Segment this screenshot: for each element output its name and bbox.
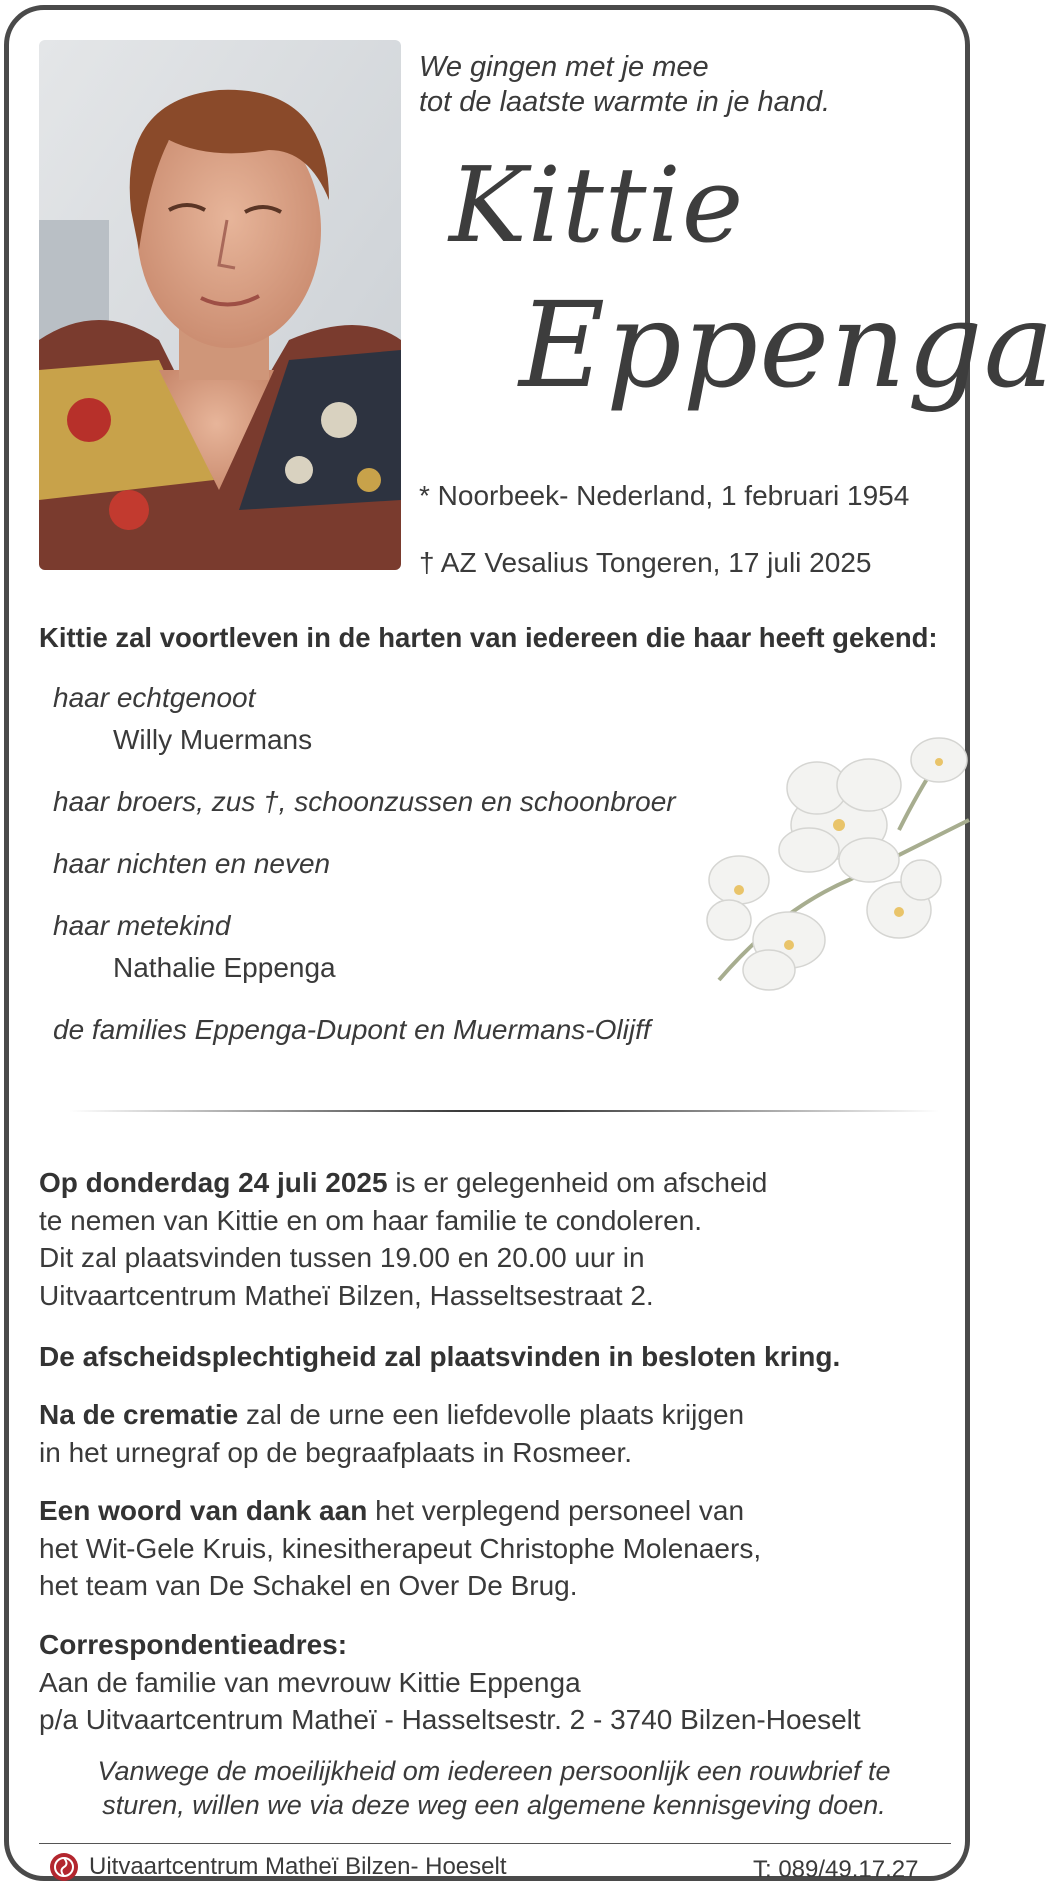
cremation-bold: Na de crematie — [39, 1399, 239, 1430]
footer-divider — [39, 1843, 951, 1844]
footer-phone: T: 089/49.17.27 — [753, 1856, 919, 1883]
footer-company — [49, 1852, 507, 1882]
ceremony-paragraph — [39, 1338, 840, 1376]
opening-quote — [419, 50, 830, 120]
funeral-home-logo-icon — [49, 1852, 79, 1882]
last-name: Eppenga — [519, 276, 1055, 414]
cremation-text-1: zal de urne een liefdevolle plaats krijgen — [238, 1399, 745, 1430]
death-notice-card — [4, 5, 1055, 1883]
farewell-date: Op donderdag 24 juli 2025 — [39, 1167, 388, 1198]
quote-line-1: We gingen met je mee — [419, 51, 709, 83]
godchild-label: haar metekind — [53, 910, 231, 941]
section-divider — [69, 1110, 939, 1112]
farewell-paragraph — [39, 1164, 767, 1314]
portrait-photo — [39, 40, 401, 570]
spouse-name: Willy Muermans — [113, 724, 313, 755]
correspondence-heading: Correspondentieadres: — [39, 1629, 348, 1660]
cremation-text-2: in het urnegraf op de begraafplaats in Rosmeer. — [39, 1436, 633, 1468]
birth-line: * Noorbeek- Nederland, 1 februari 1954 — [419, 480, 910, 511]
company-name: Uitvaartcentrum Matheï Bilzen- Hoeselt — [89, 1853, 507, 1880]
farewell-text-3: Dit zal plaatsvinden tussen 19.00 en 20.00 uur in — [39, 1242, 645, 1273]
family-heading: Kittie zal voortleven in de harten van iedereen die haar heeft gekend: — [39, 622, 938, 653]
nieces-line: haar nichten en neven — [53, 848, 331, 879]
thanks-text-3: het team van De Schakel en Over De Brug. — [39, 1570, 578, 1601]
thanks-text-1: het verplegend personeel van — [367, 1495, 745, 1526]
first-name: Kittie — [449, 144, 745, 266]
farewell-text-2: te nemen van Kittie en om haar familie te condoleren. — [39, 1204, 703, 1236]
notice-line-2: sturen, willen we via deze weg een algemene kennisgeving doen. — [102, 1790, 886, 1820]
general-notice — [39, 1754, 949, 1822]
ceremony-text: De afscheidsplechtigheid zal plaatsvinden in besloten kring. — [39, 1341, 841, 1372]
godchild-name: Nathalie Eppenga — [113, 952, 336, 983]
thanks-text-2: het Wit-Gele Kruis, kinesitherapeut Christophe Molenaers, — [39, 1532, 762, 1564]
farewell-text-1: is er gelegenheid om afscheid — [387, 1167, 768, 1198]
thanks-paragraph — [39, 1492, 761, 1605]
correspondence-line-1: Aan de familie van mevrouw Kittie Eppenga — [39, 1666, 581, 1698]
siblings-line: haar broers, zus †, schoonzussen en schoonbroer — [53, 786, 676, 817]
notice-line-1: Vanwege de moeilijkheid om iedereen persoonlijk een rouwbrief te — [97, 1756, 891, 1786]
thanks-bold: Een woord van dank aan — [39, 1495, 368, 1526]
correspondence-line-2: p/a Uitvaartcentrum Matheï - Hasseltsestr. 2 - 3740 Bilzen-Hoeselt — [39, 1704, 861, 1735]
spouse-label: haar echtgenoot — [53, 682, 256, 713]
cremation-paragraph — [39, 1396, 744, 1471]
quote-line-2: tot de laatste warmte in je hand. — [419, 86, 831, 118]
farewell-text-4: Uitvaartcentrum Matheï Bilzen, Hasseltsestraat 2. — [39, 1279, 654, 1311]
orchid-decoration — [699, 730, 969, 1010]
correspondence-paragraph — [39, 1626, 861, 1739]
families-line: de families Eppenga-Dupont en Muermans-Olijff — [53, 1014, 651, 1045]
death-line: † AZ Vesalius Tongeren, 17 juli 2025 — [419, 547, 872, 578]
